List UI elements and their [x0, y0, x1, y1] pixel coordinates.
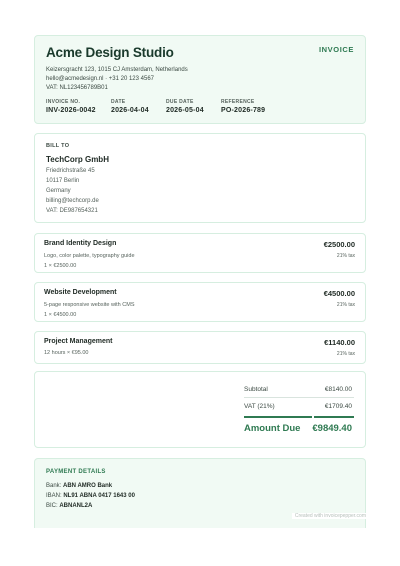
- bank-value: ABN AMRO Bank: [63, 483, 113, 489]
- item-tax: 21% tax: [336, 302, 355, 308]
- payment-bic: [46, 503, 92, 509]
- client-country: Germany: [46, 188, 71, 194]
- bic-label: BIC:: [46, 503, 58, 509]
- line-item: [34, 331, 366, 364]
- client-vat: VAT: DE987654321: [46, 208, 98, 214]
- company-name: Acme Design Studio: [46, 45, 174, 60]
- invoice-number-label: INVOICE NO.: [46, 99, 81, 105]
- reference-label: REFERENCE: [221, 99, 255, 105]
- company-vat: VAT: NL123456789B01: [46, 85, 108, 91]
- vat-value: €1709.40: [324, 403, 352, 410]
- invoice-date-value: 2026-04-04: [111, 107, 149, 114]
- item-description: 5-page responsive website with CMS: [44, 302, 135, 308]
- footer-credit[interactable]: Created with invoicepepper.com: [292, 513, 366, 519]
- bank-label: Bank:: [46, 483, 62, 489]
- client-name: TechCorp GmbH: [46, 155, 109, 164]
- invoice-header: [34, 35, 366, 124]
- item-tax: 21% tax: [336, 253, 355, 259]
- client-city: 10117 Berlin: [46, 178, 80, 184]
- item-quantity: 12 hours × €95.00: [44, 350, 89, 356]
- reference-value: PO-2026-789: [221, 107, 266, 114]
- totals-section: [34, 371, 366, 448]
- amount-due-label: Amount Due: [244, 423, 301, 434]
- line-item: [34, 233, 366, 273]
- item-amount: €1140.00: [324, 338, 355, 347]
- item-tax: 21% tax: [336, 351, 355, 357]
- vat-label: VAT (21%): [244, 403, 275, 410]
- document-type-label: INVOICE: [318, 45, 354, 54]
- due-date-label: DUE DATE: [166, 99, 194, 105]
- payment-details-label: PAYMENT DETAILS: [46, 469, 106, 475]
- bic-value: ABNANL2A: [59, 503, 93, 509]
- line-item: [34, 282, 366, 322]
- item-title: Website Development: [44, 289, 117, 296]
- item-description: Logo, color palette, typography guide: [44, 253, 135, 259]
- item-title: Project Management: [44, 338, 113, 345]
- invoice-date-label: DATE: [111, 99, 126, 105]
- item-quantity: 1 × €2500.00: [44, 263, 77, 269]
- payment-iban: [46, 493, 135, 499]
- bill-to-section: [34, 133, 366, 223]
- subtotal-value: €8140.00: [324, 386, 352, 393]
- item-quantity: 1 × €4500.00: [44, 312, 77, 318]
- divider: [244, 397, 354, 398]
- iban-label: IBAN:: [46, 493, 62, 499]
- subtotal-label: Subtotal: [244, 386, 268, 393]
- company-contact: hello@acmedesign.nl · +31 20 123 4567: [46, 76, 154, 82]
- amount-due-rule: [314, 416, 354, 418]
- bill-to-label: BILL TO: [46, 143, 70, 149]
- item-title: Brand Identity Design: [44, 240, 117, 247]
- payment-bank: [46, 483, 112, 489]
- amount-due-value: €9849.40: [312, 423, 352, 434]
- company-address: Keizersgracht 123, 1015 CJ Amsterdam, Netherlands: [46, 67, 188, 73]
- invoice-number-value: INV-2026-0042: [46, 107, 96, 114]
- due-date-value: 2026-05-04: [166, 107, 204, 114]
- client-email: billing@techcorp.de: [46, 198, 99, 204]
- client-street: Friedrichstraße 45: [46, 168, 95, 174]
- item-amount: €4500.00: [323, 289, 355, 298]
- iban-value: NL91 ABNA 0417 1643 00: [63, 493, 135, 499]
- amount-due-rule: [244, 416, 312, 418]
- item-amount: €2500.00: [323, 240, 355, 249]
